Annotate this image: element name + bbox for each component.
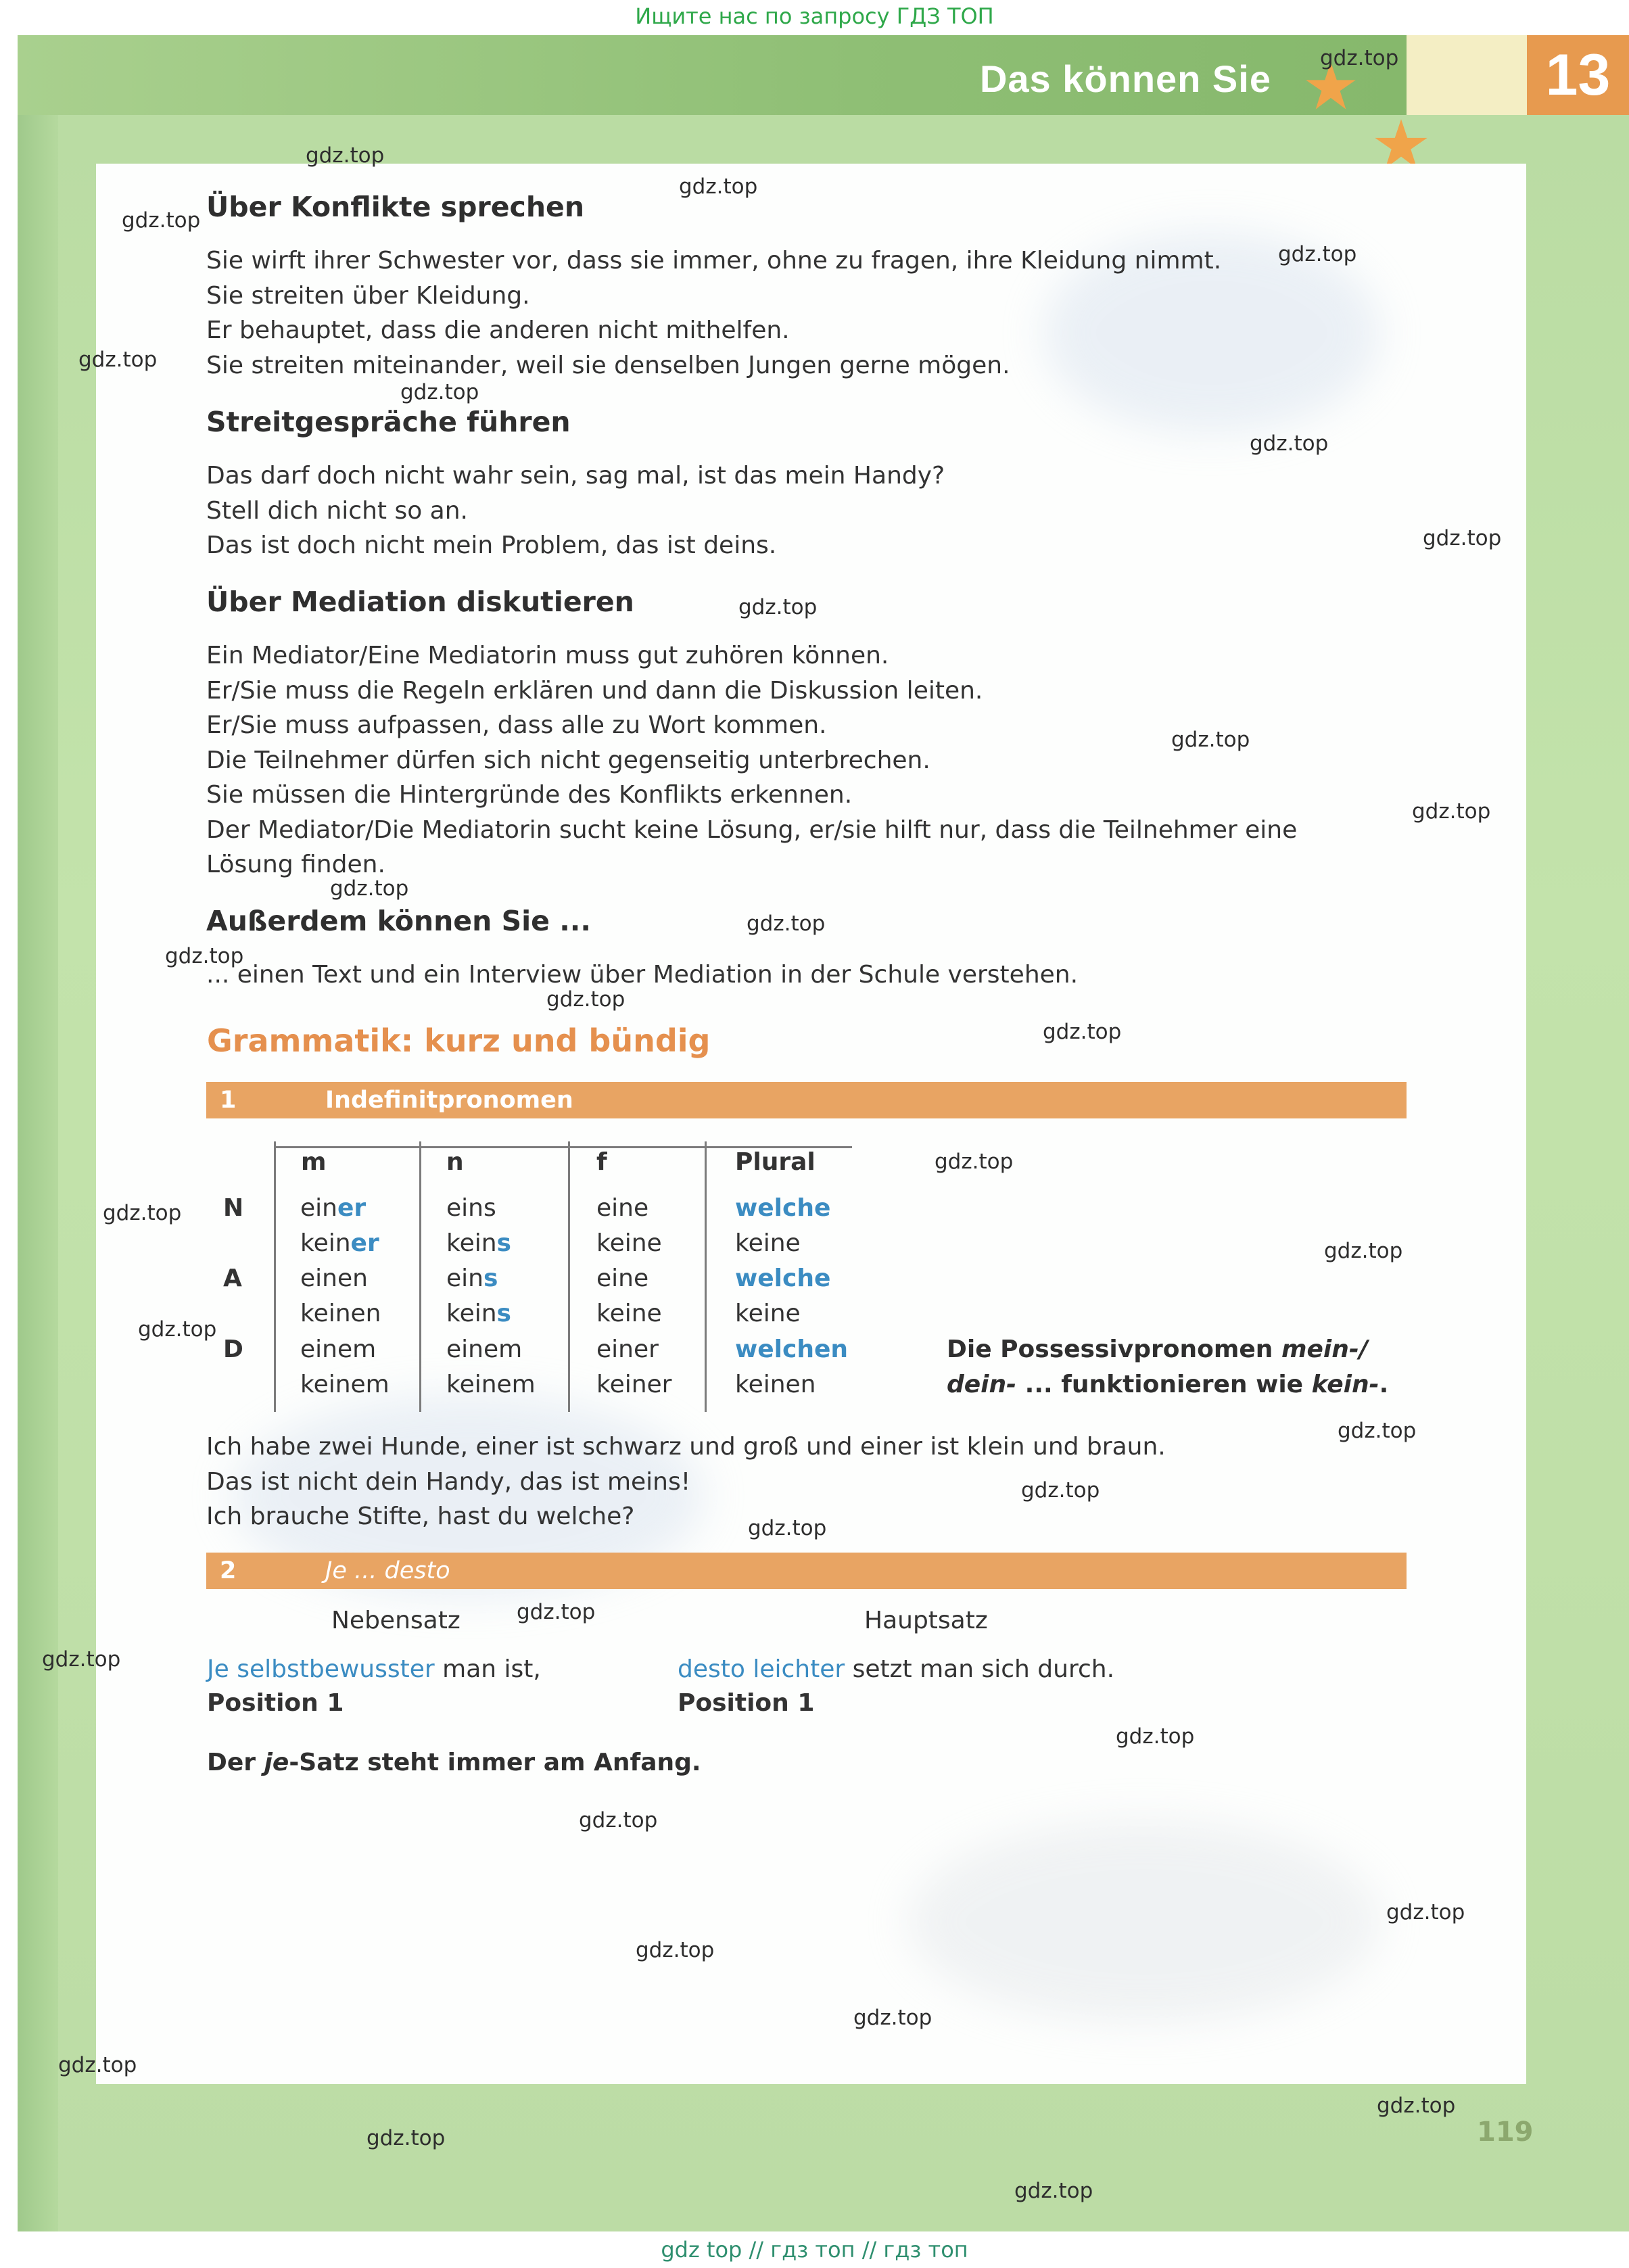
note-text: Die Possessivpronomen bbox=[947, 1336, 1281, 1363]
table-cell: eine bbox=[596, 1194, 649, 1222]
table-cell bbox=[300, 1265, 368, 1292]
word-stem: eins bbox=[446, 1194, 496, 1222]
section-text-mediation bbox=[206, 638, 1396, 882]
word-stem: einem bbox=[300, 1336, 377, 1363]
example-line: Das ist nicht dein Handy, das ist meins! bbox=[206, 1467, 691, 1496]
watermark: gdz.top bbox=[165, 944, 244, 968]
word-ending: s bbox=[496, 1229, 511, 1257]
word-stem: kein bbox=[446, 1229, 497, 1257]
hauptsatz-label: Hauptsatz bbox=[864, 1607, 988, 1634]
rule-italic: je bbox=[264, 1749, 289, 1776]
watermark: gdz.top bbox=[1412, 799, 1491, 824]
table-cell: keine bbox=[596, 1300, 662, 1327]
note-text: ... funktionieren wie bbox=[1016, 1371, 1312, 1398]
word-ending: er bbox=[337, 1194, 367, 1222]
position-label-left: Position 1 bbox=[207, 1689, 344, 1717]
watermark: gdz.top bbox=[1338, 1419, 1417, 1443]
desto-phrase: desto leichter bbox=[678, 1655, 845, 1683]
watermark: gdz.top bbox=[748, 1516, 827, 1540]
watermark: gdz.top bbox=[636, 1938, 715, 1962]
watermark: gdz.top bbox=[330, 876, 409, 901]
case-label-a: A bbox=[223, 1265, 242, 1292]
text-line: Sie müssen die Hintergründe des Konflikts erkennen. bbox=[206, 781, 853, 809]
watermark: gdz.top bbox=[1171, 728, 1250, 752]
table-cell: keine bbox=[735, 1229, 801, 1257]
clause-rest: setzt man sich durch. bbox=[845, 1655, 1115, 1683]
note-italic: mein-/ bbox=[1281, 1336, 1368, 1363]
background-stain bbox=[907, 1820, 1381, 2023]
table-cell bbox=[446, 1194, 496, 1222]
watermark: gdz.top bbox=[738, 595, 818, 619]
watermark: gdz.top bbox=[1116, 1724, 1195, 1749]
position-label-right: Position 1 bbox=[678, 1689, 815, 1717]
table-cell: keinen bbox=[735, 1371, 816, 1398]
table-cell: welche bbox=[735, 1194, 831, 1222]
section-heading-streitgespraeche: Streitgespräche führen bbox=[206, 406, 571, 438]
table-cell: einer bbox=[596, 1336, 659, 1363]
text-line: Das ist doch nicht mein Problem, das ist deins. bbox=[206, 531, 777, 559]
note-italic: kein- bbox=[1311, 1371, 1379, 1398]
column-header-f: f bbox=[596, 1148, 607, 1176]
text-line: Sie wirft ihrer Schwester vor, dass sie immer, ohne zu fragen, ihre Kleidung nimmt. bbox=[206, 247, 1222, 275]
rule-text: Der bbox=[207, 1749, 264, 1776]
section-text-konflikte bbox=[206, 243, 1396, 383]
text-line: ... einen Text und ein Interview über Mediation in der Schule verstehen. bbox=[206, 961, 1079, 989]
text-line: Der Mediator/Die Mediatorin sucht keine Lösung, er/sie hilft nur, dass die Teilnehmer eine bbox=[206, 816, 1298, 844]
watermark: gdz.top bbox=[122, 208, 201, 233]
table-cell bbox=[300, 1229, 379, 1257]
possessive-note-line2 bbox=[947, 1371, 1388, 1398]
word-stem: ein bbox=[446, 1265, 483, 1292]
table-cell: keiner bbox=[596, 1371, 672, 1398]
section-heading-ausserdem: Außerdem können Sie ... bbox=[206, 905, 591, 937]
section-number: 1 bbox=[220, 1087, 237, 1114]
grammar-bar-indefinitpronomen bbox=[206, 1082, 1407, 1118]
column-header-plural: Plural bbox=[735, 1148, 816, 1176]
table-column-divider bbox=[705, 1141, 707, 1412]
nebensatz-label: Nebensatz bbox=[331, 1607, 461, 1634]
section-heading-mediation: Über Mediation diskutieren bbox=[206, 586, 634, 618]
text-line: Die Teilnehmer dürfen sich nicht gegenseitig unterbrechen. bbox=[206, 746, 930, 774]
watermark: gdz.top bbox=[853, 2006, 932, 2030]
bottom-notice[interactable]: gdz top // гдз топ // гдз топ bbox=[661, 2237, 968, 2263]
table-cell bbox=[446, 1371, 536, 1398]
word-stem: ein bbox=[300, 1194, 337, 1222]
page-edge bbox=[18, 35, 58, 2231]
text-line: Sie streiten miteinander, weil sie denselben Jungen gerne mögen. bbox=[206, 351, 1010, 379]
table-cell bbox=[300, 1371, 389, 1398]
watermark: gdz.top bbox=[58, 2053, 137, 2077]
watermark: gdz.top bbox=[138, 1317, 217, 1342]
word-ending: er bbox=[350, 1229, 379, 1257]
page-title: Das können Sie bbox=[979, 57, 1271, 100]
column-header-m: m bbox=[301, 1148, 327, 1176]
watermark: gdz.top bbox=[1377, 2094, 1456, 2118]
watermark: gdz.top bbox=[42, 1647, 121, 1672]
page-number: 119 bbox=[1477, 2117, 1534, 2148]
watermark: gdz.top bbox=[1278, 242, 1357, 266]
watermark: gdz.top bbox=[306, 143, 385, 168]
case-label-n: N bbox=[223, 1194, 244, 1222]
word-stem: keinem bbox=[446, 1371, 536, 1398]
table-column-divider bbox=[419, 1141, 421, 1412]
word-ending: s bbox=[483, 1265, 498, 1292]
watermark: gdz.top bbox=[1250, 431, 1329, 456]
desto-clause bbox=[678, 1655, 1114, 1683]
section-text-ausserdem bbox=[206, 958, 1396, 993]
word-stem: keinen bbox=[300, 1300, 381, 1327]
table-cell: welchen bbox=[735, 1336, 849, 1363]
table-cell bbox=[300, 1194, 366, 1222]
note-text: . bbox=[1379, 1371, 1389, 1398]
watermark: gdz.top bbox=[517, 1600, 596, 1624]
section-heading-konflikte: Über Konflikte sprechen bbox=[206, 191, 585, 223]
word-stem: keinem bbox=[300, 1371, 389, 1398]
section-text-streitgespraeche bbox=[206, 458, 1396, 563]
watermark: gdz.top bbox=[1386, 1900, 1465, 1924]
watermark: gdz.top bbox=[1043, 1020, 1122, 1044]
je-rule bbox=[207, 1749, 701, 1776]
watermark: gdz.top bbox=[679, 174, 758, 199]
text-line: Das darf doch nicht wahr sein, sag mal, ist das mein Handy? bbox=[206, 462, 945, 490]
case-label-d: D bbox=[223, 1336, 243, 1363]
table-cell bbox=[446, 1336, 522, 1363]
watermark: gdz.top bbox=[103, 1201, 182, 1225]
watermark: gdz.top bbox=[400, 380, 479, 404]
watermark: gdz.top bbox=[1320, 46, 1399, 70]
table-column-divider bbox=[568, 1141, 570, 1412]
example-line: Ich habe zwei Hunde, einer ist schwarz und groß und einer ist klein und braun. bbox=[206, 1433, 1166, 1461]
table-cell: welche bbox=[735, 1265, 831, 1292]
table-cell: keine bbox=[735, 1300, 801, 1327]
possessive-note-line1 bbox=[947, 1336, 1368, 1363]
grammar-title: Grammatik: kurz und bündig bbox=[207, 1022, 711, 1059]
clause-rest: man ist, bbox=[434, 1655, 541, 1683]
watermark: gdz.top bbox=[747, 912, 826, 936]
word-stem: einen bbox=[300, 1265, 368, 1292]
watermark: gdz.top bbox=[1014, 2179, 1093, 2203]
watermark: gdz.top bbox=[935, 1150, 1014, 1174]
watermark: gdz.top bbox=[78, 348, 158, 372]
table-cell: eine bbox=[596, 1265, 649, 1292]
text-line: Er/Sie muss aufpassen, dass alle zu Wort kommen. bbox=[206, 711, 827, 739]
je-phrase: Je selbstbewusster bbox=[207, 1655, 435, 1683]
text-line: Sie streiten über Kleidung. bbox=[206, 281, 530, 310]
text-line: Stell dich nicht so an. bbox=[206, 496, 468, 525]
text-line: Lösung finden. bbox=[206, 851, 385, 878]
text-line: Er/Sie muss die Regeln erklären und dann die Diskussion leiten. bbox=[206, 676, 983, 705]
table-cell: keine bbox=[596, 1229, 662, 1257]
table-column-divider bbox=[274, 1141, 276, 1412]
watermark: gdz.top bbox=[367, 2126, 446, 2150]
top-notice[interactable]: Ищите нас по запросу ГДЗ ТОП bbox=[635, 3, 994, 29]
table-cell bbox=[300, 1300, 381, 1327]
table-cell bbox=[300, 1336, 376, 1363]
word-stem: einem bbox=[446, 1336, 523, 1363]
section-label: Indefinitpronomen bbox=[325, 1087, 573, 1114]
word-ending: s bbox=[496, 1300, 511, 1327]
table-cell bbox=[446, 1229, 511, 1257]
table-cell bbox=[446, 1300, 511, 1327]
watermark: gdz.top bbox=[1324, 1239, 1403, 1263]
grammar-bar-je-desto bbox=[206, 1553, 1407, 1589]
watermark: gdz.top bbox=[546, 987, 625, 1012]
watermark: gdz.top bbox=[1021, 1478, 1100, 1503]
header-decoration bbox=[1407, 35, 1528, 115]
example-line: Ich brauche Stifte, hast du welche? bbox=[206, 1503, 635, 1530]
watermark: gdz.top bbox=[579, 1808, 658, 1833]
text-line: Er behauptet, dass die anderen nicht mithelfen. bbox=[206, 316, 790, 344]
note-italic: dein- bbox=[947, 1371, 1017, 1398]
je-clause bbox=[207, 1655, 541, 1683]
section-number: 2 bbox=[220, 1557, 237, 1584]
column-header-n: n bbox=[446, 1148, 464, 1176]
rule-text: -Satz steht immer am Anfang. bbox=[289, 1749, 701, 1776]
watermark: gdz.top bbox=[1423, 526, 1502, 550]
text-line: Ein Mediator/Eine Mediatorin muss gut zuhören können. bbox=[206, 642, 889, 669]
table-cell bbox=[446, 1265, 498, 1292]
word-stem: kein bbox=[446, 1300, 497, 1327]
word-stem: kein bbox=[300, 1229, 351, 1257]
chapter-badge: 13 bbox=[1527, 35, 1629, 115]
section-label: Je ... desto bbox=[325, 1557, 450, 1584]
